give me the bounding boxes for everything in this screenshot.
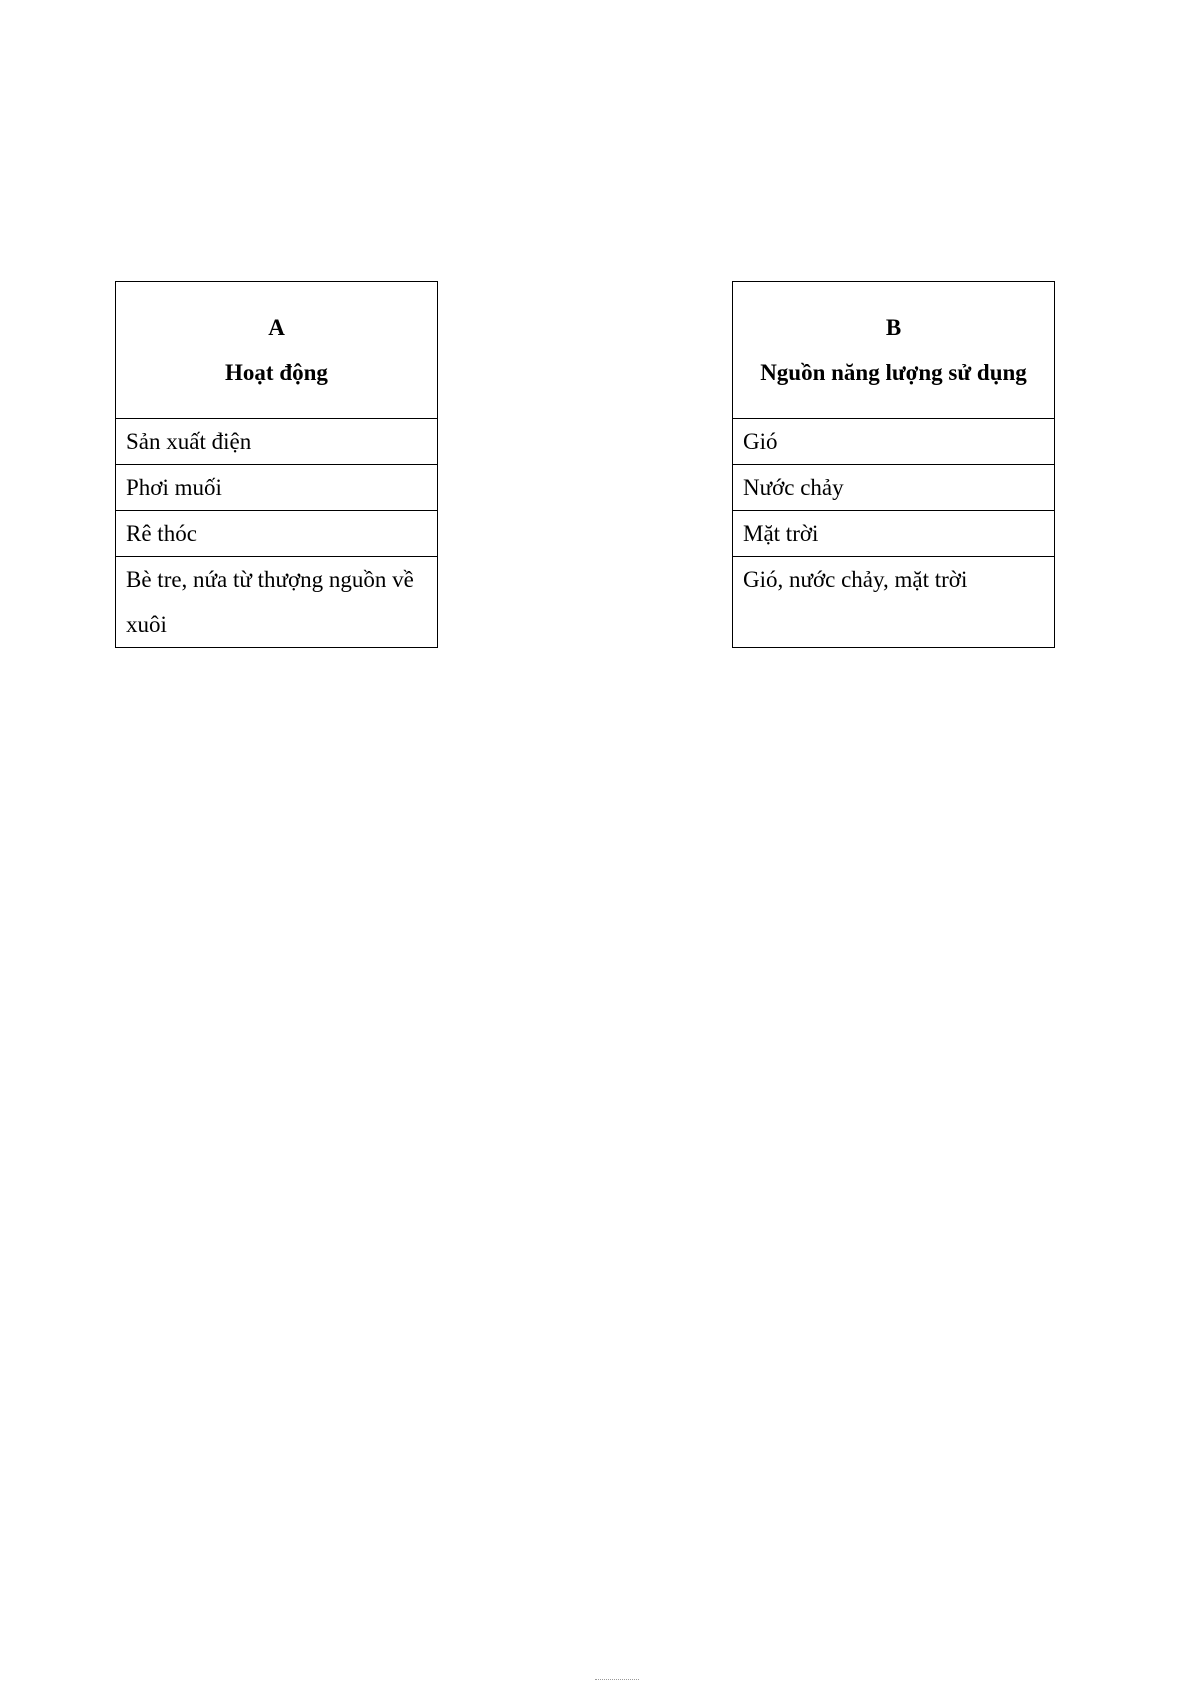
activity-cell-2: Phơi muối	[116, 465, 438, 511]
column-a-title: Hoạt động	[225, 360, 328, 385]
column-b-letter: B	[885, 315, 902, 340]
energy-source-table-header	[733, 282, 1055, 419]
activity-cell-3: Rê thóc	[116, 511, 438, 557]
energy-source-cell-1: Gió	[733, 419, 1055, 465]
energy-source-cell-4: Gió, nước chảy, mặt trời	[733, 557, 1055, 648]
page-footer-divider	[595, 1679, 639, 1680]
column-a-letter: A	[268, 315, 285, 340]
activity-cell-1: Sản xuất điện	[116, 419, 438, 465]
energy-source-cell-3: Mặt trời	[733, 511, 1055, 557]
activity-table-header	[116, 282, 438, 419]
activity-table	[115, 281, 438, 648]
activity-cell-4: Bè tre, nứa từ thượng nguồn về xuôi	[116, 557, 438, 648]
energy-source-cell-2: Nước chảy	[733, 465, 1055, 511]
energy-source-table	[732, 281, 1055, 648]
column-b-title: Nguồn năng lượng sử dụng	[760, 360, 1027, 385]
